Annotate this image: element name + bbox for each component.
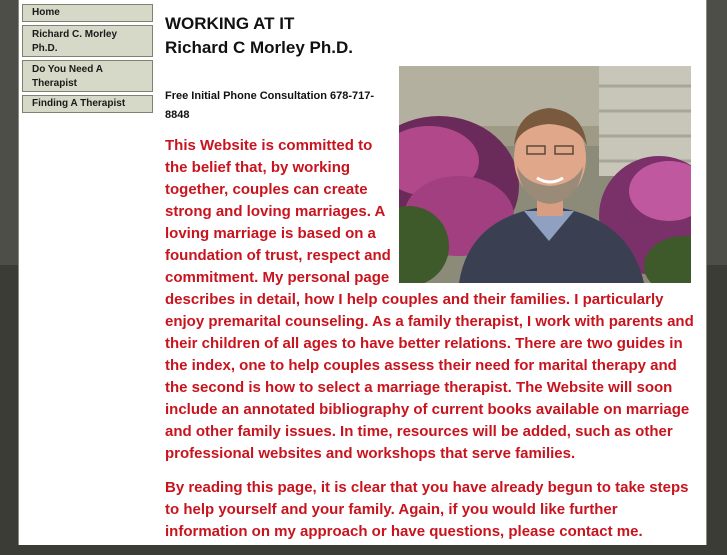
phone-consultation: Free Initial Phone Consultation 678-717-8848 xyxy=(165,90,375,121)
intro-text xyxy=(165,135,700,555)
page-title-line2: Richard C Morley Ph.D. xyxy=(165,38,353,57)
nav-item-home[interactable]: Home xyxy=(22,4,153,22)
nav-item-do-you-need-a-therapist[interactable]: Do You Need A Therapist xyxy=(22,60,153,92)
sidebar-nav xyxy=(22,4,153,116)
intro-paragraph-2: By reading this page, it is clear that you have already begun to take steps to help yourself and your family. Again, if you would like further information on my approach or have questions, please contact me. xyxy=(165,479,689,540)
page-container xyxy=(18,0,707,545)
page-title-line1: WORKING AT IT xyxy=(165,14,295,33)
nav-item-richard-morley[interactable]: Richard C. Morley Ph.D. xyxy=(22,25,153,57)
nav-item-finding-a-therapist[interactable]: Finding A Therapist xyxy=(22,95,153,113)
intro-paragraph-1: This Website is committed to the belief that, by working together, couples can create strong and loving marriages. A loving marriage is based on a foundation of trust, respect and commitment. My personal page describes in detail, how I help couples and their families. I particularly enjoy premarital counseling. As a family therapist, I work with parents and their children of all ages to have better relations. There are two guides in the index, one to help couples assess their need for marital therapy and the second is how to select a marriage therapist. The Website will soon include an annotated bibliography of current books available on marriage and other family issues. In time, resources will be added, such as other professional websites and workshops that serve families. xyxy=(165,137,694,462)
page-title xyxy=(165,12,425,60)
